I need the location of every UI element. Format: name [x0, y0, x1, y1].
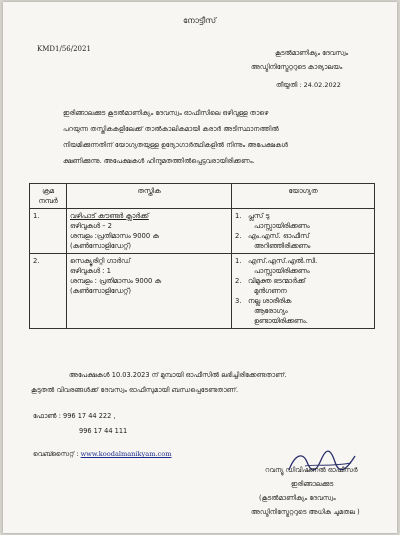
vacancy-count: ഒഴിവുകൾ – 2 [70, 222, 113, 230]
qualification-item-cont: മുൻഗണന [254, 287, 287, 295]
qualification-cell [232, 254, 375, 329]
table-header-row [30, 184, 375, 209]
qualification-item: 1. എസ്.എസ്.എൽ.സി. [235, 257, 318, 265]
phone-number-2: 996 17 44 111 [79, 427, 128, 435]
salary-note: (കൺസോളിഡേറ്റ്) [70, 242, 131, 250]
notice-title: നോട്ടീസ് [183, 16, 217, 25]
post-name: സെക്യൂരിറ്റി ഗാർഡ് [70, 257, 131, 265]
qualification-item-cont: ഉണ്ടായിരിക്കണം. [254, 317, 308, 325]
qualification-cell [232, 209, 375, 254]
website-link[interactable]: www.koodalmanikyam.com [80, 450, 172, 458]
office-name: അഡ്മിനിസ്ട്രേറ്ററുടെ കാര്യാലയം [251, 63, 343, 71]
website-line [33, 450, 171, 459]
header-qualification: യോഗ്യത [232, 184, 375, 209]
row-number: 1. [30, 209, 67, 254]
website-label: വെബ്സൈറ്റ് : [33, 450, 79, 458]
salary-text: ശമ്പളം :പ്രതിമാസം 9000 ക [70, 232, 159, 240]
application-deadline-note: അപേക്ഷകൾ 10.03.2023 ന് മുമ്പായി ഓഫീസിൽ ലഭിച്ചിരിക്കേണ്ടതാണ്. [69, 371, 287, 379]
qualification-item: 2. എം.എസ്. ഓഫീസ് [235, 232, 310, 240]
qualification-item: 1. പ്ലസ് ടു [235, 212, 270, 220]
notice-document [3, 2, 397, 533]
organization-name: കൂടൽമാണിക്യം ദേവസ്വം [275, 49, 349, 57]
post-name: വഴിപാട് കൗണ്ടർ ക്ലാർക്ക് [70, 212, 149, 220]
notice-date: തീയ്യതി : 24.02.2022 [276, 81, 341, 89]
phone-number-1: ഫോൺ : 996 17 44 222 , [33, 412, 116, 420]
signatory-title: റവന്യൂ ഡിവിഷണൽ ഓഫീസർ [265, 466, 358, 474]
paragraph-line: നിയമിക്കുന്നതിന് യോഗ്യതയുള്ള ഉദ്യോഗാർത്ഥികളിൽ നിന്നും അപേക്ഷകൾ [63, 141, 289, 149]
qualification-item-cont: പാസ്സായിരിക്കണം [254, 267, 310, 275]
paragraph-line: ഇരിങ്ങാലക്കുട കൂടൽമാണിക്യം ദേവസ്വം ഓഫീസിലെ ഒഴിവുള്ള താഴെ [63, 109, 269, 117]
paragraph-line: പറയുന്ന തസ്തികകളിലേക്ക് താൽകാലികമായി കരാർ അടിസ്ഥാനത്തിൽ [63, 125, 279, 133]
salary-text: ശമ്പളം : പ്രതിമാസം 9000 ക [70, 277, 162, 285]
qualification-item: 3. നല്ല ശാരീരിക [235, 297, 292, 305]
table-row [30, 209, 375, 254]
salary-note: (കൺസോളിഡേറ്റ്) [70, 287, 131, 295]
qualification-item-cont: പാസ്സായിരിക്കണം [254, 222, 310, 230]
signatory-role: അഡ്മിനിസ്ട്രേറ്ററുടെ അധിക ചുമതല ) [251, 508, 360, 516]
qualification-item-cont: അറിഞ്ഞിരിക്കണം [254, 242, 311, 250]
paragraph-line: ക്ഷണിക്കുന്നു. അപേക്ഷകൾ ഹിന്ദുമതത്തിൽപ്പെട്ടവരായിരിക്കണം. [63, 157, 255, 165]
post-cell [67, 254, 232, 329]
vacancy-table [29, 183, 375, 329]
vacancy-count: ഒഴിവുകൾ : 1 [70, 267, 111, 275]
signatory-place: ഇരിങ്ങാലക്കുട [291, 480, 334, 488]
qualification-item: 2. വിമുക്ത ഭടന്മാർക്ക് [235, 277, 306, 285]
header-serial-number: ക്രമ നമ്പർ [30, 184, 67, 209]
row-number: 2. [30, 254, 67, 329]
table-row [30, 254, 375, 329]
post-cell [67, 209, 232, 254]
qualification-item-cont: ആരോഗ്യം [254, 307, 288, 315]
header-post: തസ്തിക [67, 184, 232, 209]
reference-number: KMD1/56/2021 [37, 45, 91, 53]
contact-note: കൂടുതൽ വിവരങ്ങൾക്ക് ദേവസ്വം ഓഫീസുമായി ബന്ധപ്പെടേണ്ടതാണ്. [31, 386, 239, 394]
signatory-org: (കൂടൽമാണിക്യം ദേവസ്വം [259, 494, 336, 502]
